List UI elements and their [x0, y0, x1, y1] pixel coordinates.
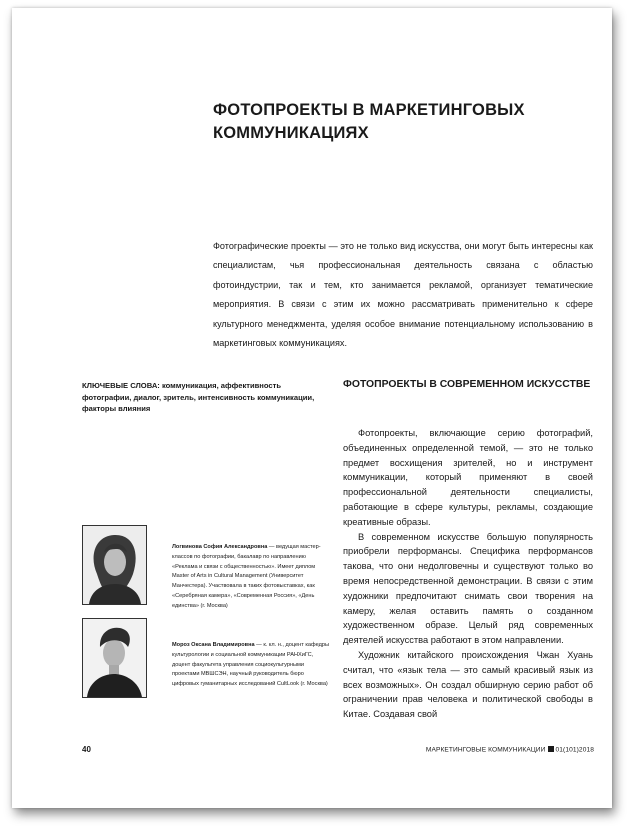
- author-photo-moroz: [82, 618, 147, 698]
- body-paragraph: В современном искусстве большую популярность приобрели перформансы. Специфика перформансов такова, что они недолговечны и существуют только во время непосредственной демонстрации. В связи с этим художники предпочитают снимать свои творения на камеру, желая оставить память о созданном художественном образе. Целый ряд современных деятелей искусства работают в этом направлении.: [343, 531, 593, 646]
- author-2-info: [172, 641, 332, 690]
- journal-page: [12, 8, 612, 808]
- author-1-name: Логвинова София Александровна: [172, 544, 268, 550]
- author-2-name: Мороз Оксана Владимировна: [172, 642, 255, 648]
- journal-issue: 01(101)2018: [555, 746, 594, 754]
- body-paragraph: Фотопроекты, включающие серию фотографий, объединенных определенной темой, — это не только предмет восхищения зрителей, но и инструмент коммуникации, который применяют в своей профессиональной деятельности специалисты, работающие в сфере культуры, рекламы, создающие креативные образы.: [343, 428, 593, 527]
- body-paragraph: Художник китайского происхождения Чжан Хуань считал, что «язык тела — это самый красивый язык из всех возможных». Он создал обширную серию работ об ограничении прав человека и политической свободы в Китае. Создавая свой: [343, 649, 593, 720]
- article-abstract: Фотографические проекты — это не только вид искусства, они могут быть интересны как специалистам, чья профессиональная деятельность связана с областью фотоиндустрии, так и тем, кто занимается рекламой, организует тематические мероприятия. В связи с этим их можно рассматривать применительно к сфере культурного менеджмента, уделяя особое внимание потенциальному использованию в маркетинговых коммуникациях.: [213, 241, 593, 349]
- author-1-info: [172, 543, 332, 612]
- running-footer: [426, 746, 594, 754]
- article-title: ФОТОПРОЕКТЫ В МАРКЕТИНГОВЫХ КОММУНИКАЦИЯХ: [213, 101, 525, 142]
- author-photo-logvinova: [82, 525, 147, 605]
- section-heading: ФОТОПРОЕКТЫ В СОВРЕМЕННОМ ИСКУССТВЕ: [343, 379, 591, 390]
- square-separator-icon: [548, 746, 554, 752]
- journal-name: МАРКЕТИНГОВЫЕ КОММУНИКАЦИИ: [425, 746, 546, 754]
- body-text-column: [343, 426, 593, 722]
- keywords: КЛЮЧЕВЫЕ СЛОВА: коммуникация, аффективность фотографии, диалог, зритель, интенсивность коммуникации, факторы влияния: [82, 381, 315, 413]
- author-1-bio: — ведущая мастер-классов по фотографии, бакалавр по направлению «Реклама и связи с общественностью». Имеет диплом Master of Arts in Cultural Management (Университет Манчестера). Участвовала в таких фотовыставках, как «Серебряная камера», «Современная Россия», «День единства» (г. Москва): [172, 544, 321, 609]
- page-number: 40: [82, 745, 91, 754]
- author-2-bio: — к. кл. н., доцент кафедры культурологии и социальной коммуникации РАНХиГС, доцент факультета управления социокультурными проектами МВШСЭН, научный руководитель бюро цифровых гуманитарных исследований CultLook (г. Москва): [172, 642, 330, 688]
